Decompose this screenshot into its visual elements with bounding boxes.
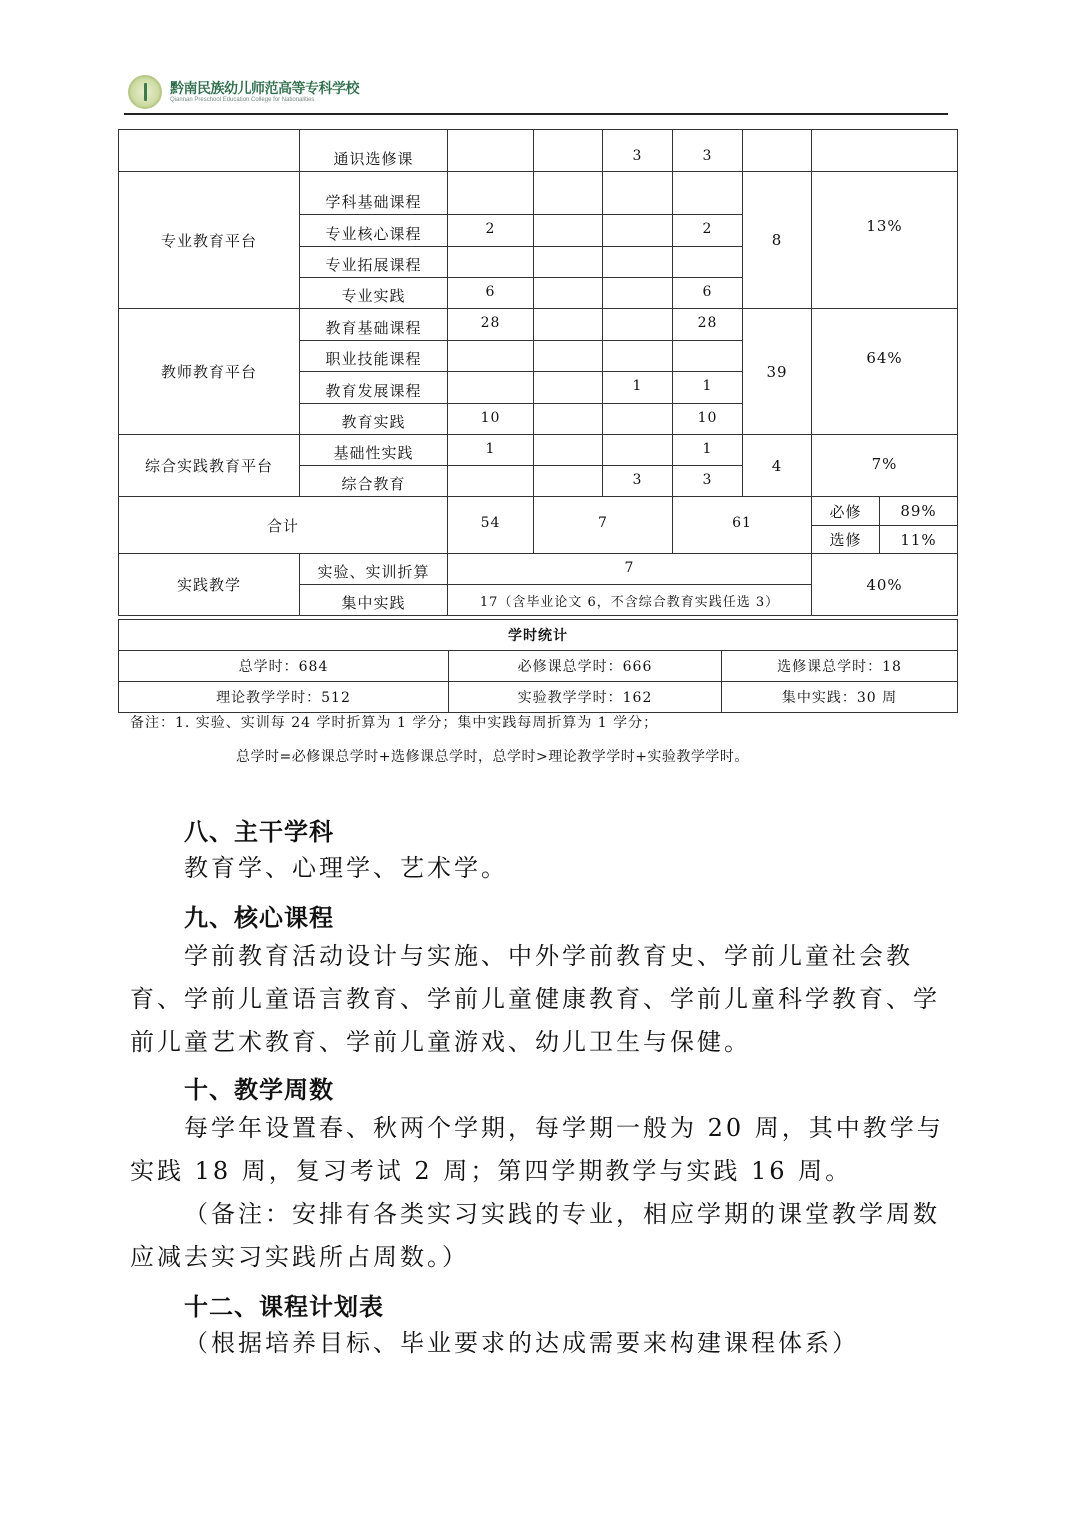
value-cell [448, 130, 534, 172]
course-cell: 综合教育 [300, 466, 448, 497]
value-cell [534, 215, 603, 247]
value-cell [534, 341, 603, 372]
value-cell: 3 [673, 130, 743, 172]
group-percent-cell: 13% [812, 172, 958, 309]
school-logo-icon [128, 75, 162, 109]
stats-title: 学时统计 [119, 620, 958, 651]
value-cell [534, 404, 603, 435]
group-total-cell [743, 130, 812, 172]
credit-table [118, 129, 958, 616]
intensive-label: 集中实践 [300, 585, 448, 616]
total-hours: 总学时：684 [119, 651, 449, 682]
value-cell: 3 [673, 466, 743, 497]
school-name-cn: 黔南民族幼儿师范高等专科学校 [170, 81, 359, 97]
value-cell: 10 [673, 404, 743, 435]
value-cell [534, 309, 603, 341]
required-label: 必修 [812, 497, 880, 526]
course-cell: 专业核心课程 [300, 215, 448, 247]
total-label: 合计 [119, 497, 448, 554]
section-10-note: （备注：安排有各类实习实践的专业，相应学期的课堂教学周数应减去实习实践所占周数。） [130, 1200, 940, 1271]
value-cell [673, 341, 743, 372]
group-total-cell: 8 [743, 172, 812, 309]
value-cell: 28 [673, 309, 743, 341]
table-row [119, 309, 958, 341]
value-cell [673, 172, 743, 215]
value-cell [603, 435, 673, 466]
course-cell: 基础性实践 [300, 435, 448, 466]
platform-cell [119, 130, 300, 172]
value-cell [448, 372, 534, 404]
elective-label: 选修 [812, 526, 880, 554]
total-row [119, 497, 958, 526]
value-cell: 2 [673, 215, 743, 247]
value-cell [534, 466, 603, 497]
lab-label: 实验、实训折算 [300, 554, 448, 585]
group-percent-cell [812, 130, 958, 172]
section-12-body: （根据培养目标、毕业要求的达成需要来构建课程体系） [184, 1329, 859, 1357]
header-divider [124, 113, 948, 115]
course-cell: 学科基础课程 [300, 172, 448, 215]
group-total-cell: 4 [743, 435, 812, 497]
value-cell: 1 [448, 435, 534, 466]
course-cell: 教育基础课程 [300, 309, 448, 341]
section-10-body: 每学年设置春、秋两个学期，每学期一般为 20 周，其中教学与实践 18 周，复习考试 2 周；第四学期教学与实践 16 周。 [130, 1114, 944, 1185]
value-cell [534, 130, 603, 172]
total-sum: 61 [673, 497, 812, 554]
value-cell: 1 [673, 372, 743, 404]
course-cell: 专业拓展课程 [300, 247, 448, 278]
intensive-weeks: 集中实践：30 周 [722, 682, 958, 713]
school-name-en: Qiannan Preschool Education College for Nationalities [170, 97, 315, 103]
practice-label: 实践教学 [119, 554, 300, 616]
elective-percent: 11% [880, 526, 958, 554]
value-cell [448, 247, 534, 278]
value-cell [534, 247, 603, 278]
section-9-title: 九、核心课程 [184, 904, 334, 932]
value-cell [603, 215, 673, 247]
value-cell [603, 309, 673, 341]
lab-value: 7 [448, 554, 812, 585]
practice-percent: 40% [812, 554, 958, 616]
intensive-value: 17（含毕业论文 6，不含综合教育实践任选 3） [448, 585, 812, 616]
theory-hours: 理论教学学时：512 [119, 682, 449, 713]
required-percent: 89% [880, 497, 958, 526]
hours-stats-table [118, 619, 958, 713]
value-cell [534, 435, 603, 466]
section-12-title: 十二、课程计划表 [184, 1293, 384, 1321]
table-note-1: 备注：1. 实验、实训每 24 学时折算为 1 学分；集中实践每周折算为 1 学分； [130, 715, 659, 731]
value-cell [534, 172, 603, 215]
course-cell: 专业实践 [300, 278, 448, 309]
table-row [119, 130, 958, 172]
total-elective: 7 [534, 497, 673, 554]
section-8-title: 八、主干学科 [184, 818, 334, 846]
table-note-2: 总学时=必修课总学时+选修课总学时，总学时>理论教学学时+实验教学学时。 [236, 749, 749, 765]
page-header [128, 72, 948, 114]
course-cell: 职业技能课程 [300, 341, 448, 372]
required-hours: 必修课总学时：666 [449, 651, 722, 682]
lab-hours: 实验教学学时：162 [449, 682, 722, 713]
elective-hours: 选修课总学时：18 [722, 651, 958, 682]
value-cell [603, 278, 673, 309]
value-cell [603, 172, 673, 215]
value-cell: 6 [448, 278, 534, 309]
value-cell [534, 278, 603, 309]
table-row [119, 172, 958, 215]
platform-cell: 专业教育平台 [119, 172, 300, 309]
value-cell: 1 [673, 435, 743, 466]
course-cell: 教育发展课程 [300, 372, 448, 404]
platform-cell: 综合实践教育平台 [119, 435, 300, 497]
value-cell: 2 [448, 215, 534, 247]
section-9-body: 学前教育活动设计与实施、中外学前教育史、学前儿童社会教育、学前儿童语言教育、学前儿童健康教育、学前儿童科学教育、学前儿童艺术教育、学前儿童游戏、幼儿卫生与保健。 [130, 942, 940, 1056]
value-cell [448, 466, 534, 497]
value-cell: 28 [448, 309, 534, 341]
value-cell [603, 341, 673, 372]
value-cell: 10 [448, 404, 534, 435]
group-percent-cell: 64% [812, 309, 958, 435]
value-cell: 6 [673, 278, 743, 309]
value-cell [673, 247, 743, 278]
value-cell: 3 [603, 466, 673, 497]
course-cell: 教育实践 [300, 404, 448, 435]
section-10-title: 十、教学周数 [184, 1076, 334, 1104]
value-cell [448, 172, 534, 215]
section-8-body: 教育学、心理学、艺术学。 [184, 854, 508, 882]
table-row [119, 435, 958, 466]
platform-cell: 教师教育平台 [119, 309, 300, 435]
course-cell: 通识选修课 [300, 130, 448, 172]
practice-row [119, 554, 958, 585]
total-required: 54 [448, 497, 534, 554]
value-cell: 3 [603, 130, 673, 172]
value-cell [603, 404, 673, 435]
value-cell: 1 [603, 372, 673, 404]
group-percent-cell: 7% [812, 435, 958, 497]
value-cell [603, 247, 673, 278]
group-total-cell: 39 [743, 309, 812, 435]
value-cell [448, 341, 534, 372]
value-cell [534, 372, 603, 404]
